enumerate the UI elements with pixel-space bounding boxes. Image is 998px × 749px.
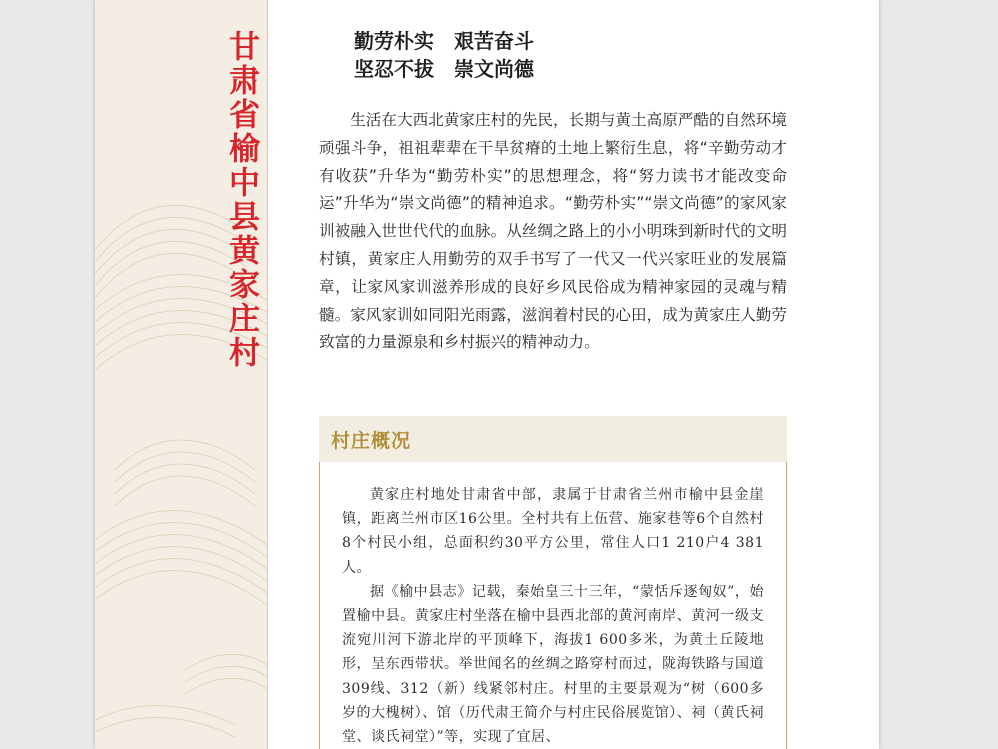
section-paragraph-2: 据《榆中县志》记载，秦始皇三十三年，“蒙恬斥逐匈奴”，始置榆中县。黄家庄村坐落在榆中县西北部的黄河南岸、黄河一级支流宛川河下游北岸的平顶峰下，海拔1 600多米，为黄土丘陵地形，呈东西带状。举世闻名的丝绸之路穿村而过，陇海铁路与国道309线、312（新）线紧邻村庄。村里的主要景观为“树（600多岁的大槐树）、馆（历代肃王简介与村庄民俗展览馆）、祠（黄氏祠堂、谈氏祠堂）”等，实现了宜居、 xyxy=(342,583,764,746)
section-header xyxy=(319,416,787,462)
section-paragraph-1: 黄家庄村地处甘肃省中部，隶属于甘肃省兰州市榆中县金崖镇，距离兰州市区16公里。全村共有上伍营、施家巷等6个自然村8个村民小组，总面积约30平方公里，常住人口1 210户4 381人。 xyxy=(342,487,764,576)
section-content-box xyxy=(319,462,787,749)
motto-block xyxy=(354,27,534,83)
document-page xyxy=(95,0,879,749)
motto-line-2: 坚忍不拔 崇文尚德 xyxy=(354,57,534,81)
decorative-side-strip xyxy=(95,0,268,749)
intro-paragraph: 生活在大西北黄家庄村的先民，长期与黄土高原严酷的自然环境顽强斗争，祖祖辈辈在干旱贫瘠的土地上繁衍生息，将“辛勤劳动才有收获”升华为“勤劳朴实”的思想理念，将“努力读书才能改变命运”升华为“崇文尚德”的精神追求。“勤劳朴实”“崇文尚德”的家风家训被融入世世代代的血脉。从丝绸之路上的小小明珠到新时代的文明村镇，黄家庄人用勤劳的双手书写了一代又一代兴家旺业的发展篇章，让家风家训滋养形成的良好乡风民俗成为精神家园的灵魂与精髓。家风家训如同阳光雨露，滋润着村民的心田，成为黄家庄人勤劳致富的力量源泉和乡村振兴的精神动力。 xyxy=(319,111,787,352)
motto-line-1: 勤劳朴实 艰苦奋斗 xyxy=(354,29,534,53)
section-title: 村庄概况 xyxy=(331,430,412,452)
village-title-vertical: 甘肃省榆中县黄家庄村 xyxy=(223,30,259,370)
